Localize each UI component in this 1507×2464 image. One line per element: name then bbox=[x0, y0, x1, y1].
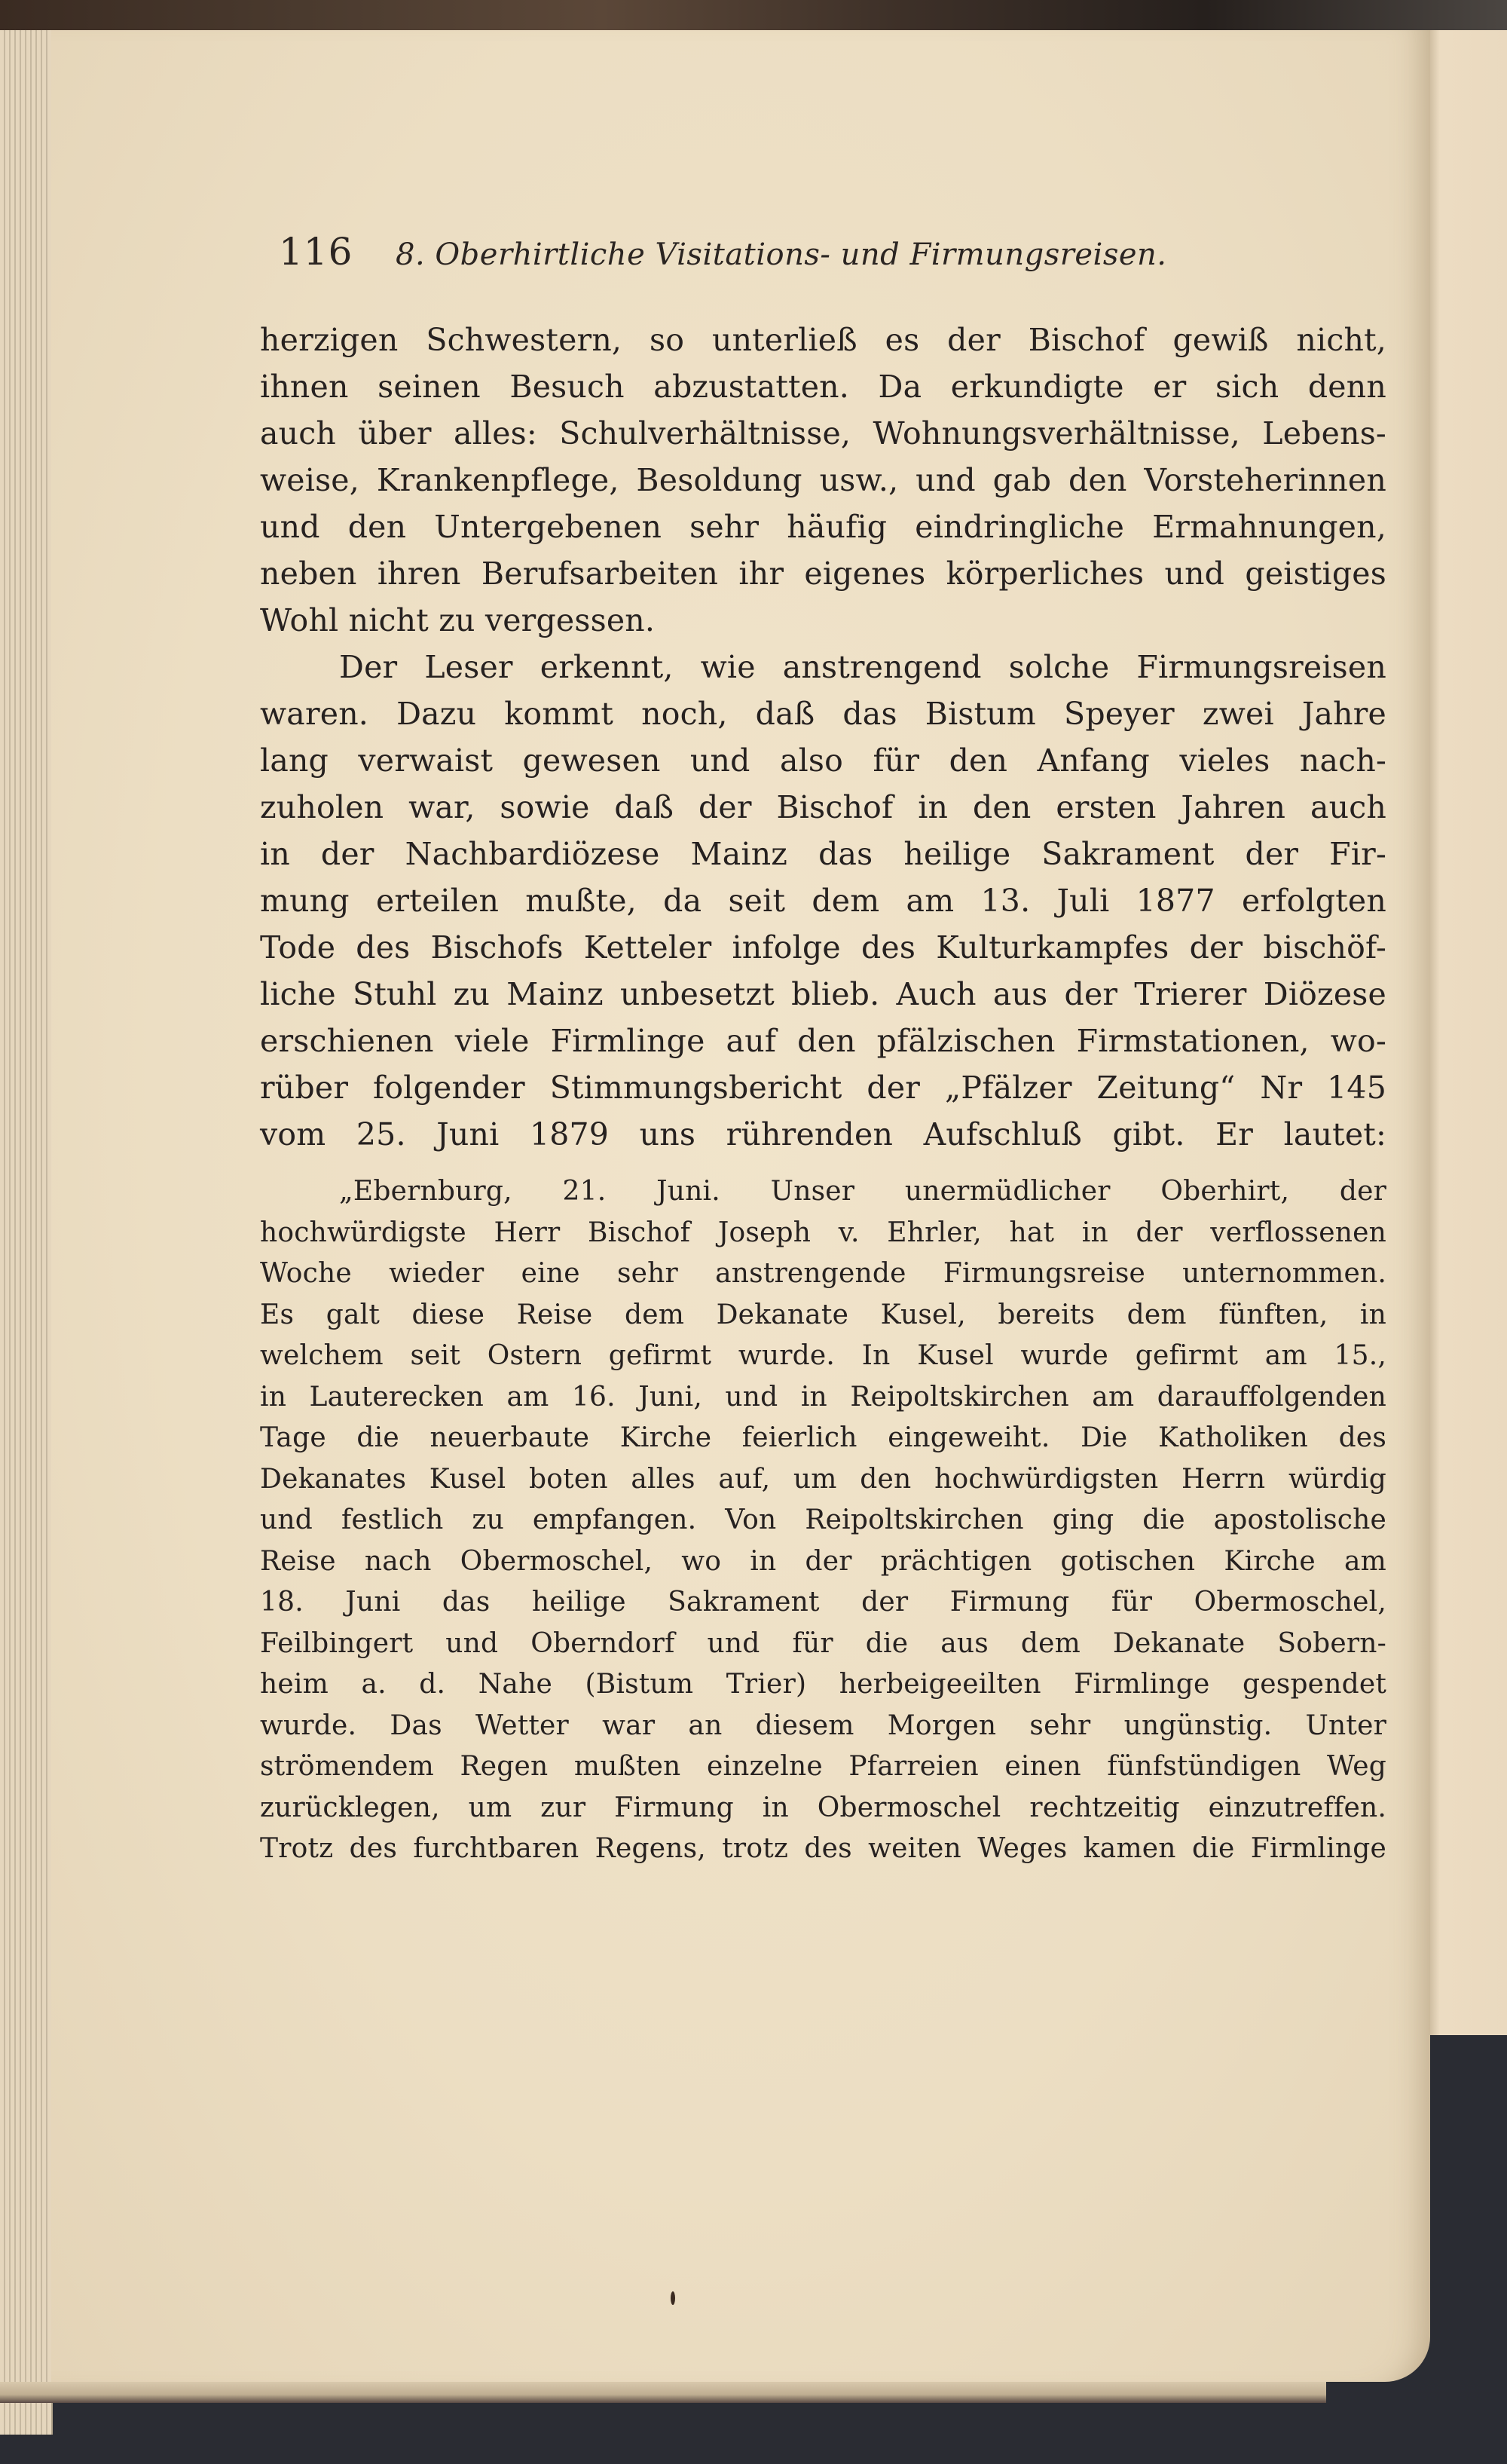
text-line: herzigen Schwestern, so unterließ es der Bischof gewiß nicht, bbox=[260, 322, 1386, 358]
text-line: in der Nachbardiözese Mainz das heilige Sakrament der Fir- bbox=[260, 836, 1386, 872]
text-line: Der Leser erkennt, wie anstrengend solche Firmungsreisen bbox=[339, 649, 1386, 685]
text-line: und den Untergebenen sehr häufig eindringliche Ermahnungen, bbox=[260, 509, 1386, 545]
quote-line: 18. Juni das heilige Sakrament der Firmung für Obermoschel, bbox=[260, 1587, 1386, 1618]
page-number: 116 bbox=[279, 230, 353, 274]
quote-line: Dekanates Kusel boten alles auf, um den hochwürdigsten Herrn würdig bbox=[260, 1463, 1386, 1495]
newspaper-quote bbox=[260, 1171, 1386, 1870]
text-line: rüber folgender Stimmungsbericht der „Pfälzer Zeitung“ Nr 145 bbox=[260, 1070, 1386, 1106]
text-line: Wohl nicht zu vergessen. bbox=[260, 602, 656, 638]
body-text bbox=[260, 317, 1386, 1870]
book-top-edge bbox=[0, 0, 1507, 32]
text-line: erschienen viele Firmlinge auf den pfälzischen Firmstationen, wo- bbox=[260, 1023, 1386, 1059]
quote-line: strömendem Regen mußten einzelne Pfarreien einen fünfstündigen Weg bbox=[260, 1751, 1386, 1782]
quote-line: welchem seit Ostern gefirmt wurde. In Kusel wurde gefirmt am 15., bbox=[260, 1340, 1386, 1371]
paragraph-1 bbox=[260, 317, 1386, 644]
text-line: neben ihren Berufsarbeiten ihr eigenes körperliches und geistiges bbox=[260, 556, 1386, 592]
quote-line: wurde. Das Wetter war an diesem Morgen sehr ungünstig. Unter bbox=[260, 1709, 1386, 1741]
quote-line: Reise nach Obermoschel, wo in der prächtigen gotischen Kirche am bbox=[260, 1545, 1386, 1577]
text-line: auch über alles: Schulverhältnisse, Wohnungsverhältnisse, Lebens- bbox=[260, 415, 1386, 451]
quote-line: Feilbingert und Oberndorf und für die aus dem Dekanate Sobern- bbox=[260, 1627, 1386, 1659]
quote-line: „Ebernburg, 21. Juni. Unser unermüdlicher Oberhirt, der bbox=[339, 1176, 1386, 1207]
text-line: Tode des Bischofs Ketteler infolge des Kulturkampfes der bischöf- bbox=[260, 929, 1386, 966]
quote-line: in Lauterecken am 16. Juni, und in Reipoltskirchen am darauffolgenden bbox=[260, 1381, 1386, 1413]
quote-line: Trotz des furchtbaren Regens, trotz des weiten Weges kamen die Firmlinge bbox=[260, 1833, 1386, 1864]
text-line: lang verwaist gewesen und also für den Anfang vieles nach- bbox=[260, 742, 1386, 779]
text-line: vom 25. Juni 1879 uns rührenden Aufschluß gibt. Er lautet: bbox=[260, 1116, 1386, 1152]
book-bottom-edge bbox=[0, 2382, 1326, 2403]
page-header bbox=[279, 230, 1386, 274]
text-line: weise, Krankenpflege, Besoldung usw., und gab den Vorsteherinnen bbox=[260, 462, 1386, 498]
text-line: zuholen war, sowie daß der Bischof in den ersten Jahren auch bbox=[260, 789, 1386, 825]
text-line: mung erteilen mußte, da seit dem am 13. Juli 1877 erfolgten bbox=[260, 883, 1386, 919]
text-line: ihnen seinen Besuch abzustatten. Da erkundigte er sich denn bbox=[260, 369, 1386, 405]
paragraph-2 bbox=[260, 644, 1386, 1158]
quote-line: und festlich zu empfangen. Von Reipoltskirchen ging die apostolische bbox=[260, 1504, 1386, 1535]
quote-line: Es galt diese Reise dem Dekanate Kusel, bereits dem fünften, in bbox=[260, 1299, 1386, 1330]
text-line: waren. Dazu kommt noch, daß das Bistum Speyer zwei Jahre bbox=[260, 696, 1386, 732]
running-head: 8. Oberhirtliche Visitations- und Firmungsreisen. bbox=[396, 237, 1167, 272]
paper-blemish bbox=[671, 2291, 675, 2305]
quote-line: hochwürdigste Herr Bischof Joseph v. Ehrler, hat in der verflossenen bbox=[260, 1217, 1386, 1248]
text-line: liche Stuhl zu Mainz unbesetzt blieb. Auch aus der Trierer Diözese bbox=[260, 976, 1386, 1012]
quote-line: Woche wieder eine sehr anstrengende Firmungsreise unternommen. bbox=[260, 1258, 1386, 1289]
page-stack-edge bbox=[0, 30, 53, 2435]
quote-line: zurücklegen, um zur Firmung in Obermoschel rechtzeitig einzutreffen. bbox=[260, 1792, 1386, 1823]
quote-line: heim a. d. Nahe (Bistum Trier) herbeigeeilten Firmlinge gespendet bbox=[260, 1669, 1386, 1700]
adjacent-page-edge bbox=[1428, 30, 1507, 2035]
quote-line: Tage die neuerbaute Kirche feierlich eingeweiht. Die Katholiken des bbox=[260, 1422, 1386, 1453]
